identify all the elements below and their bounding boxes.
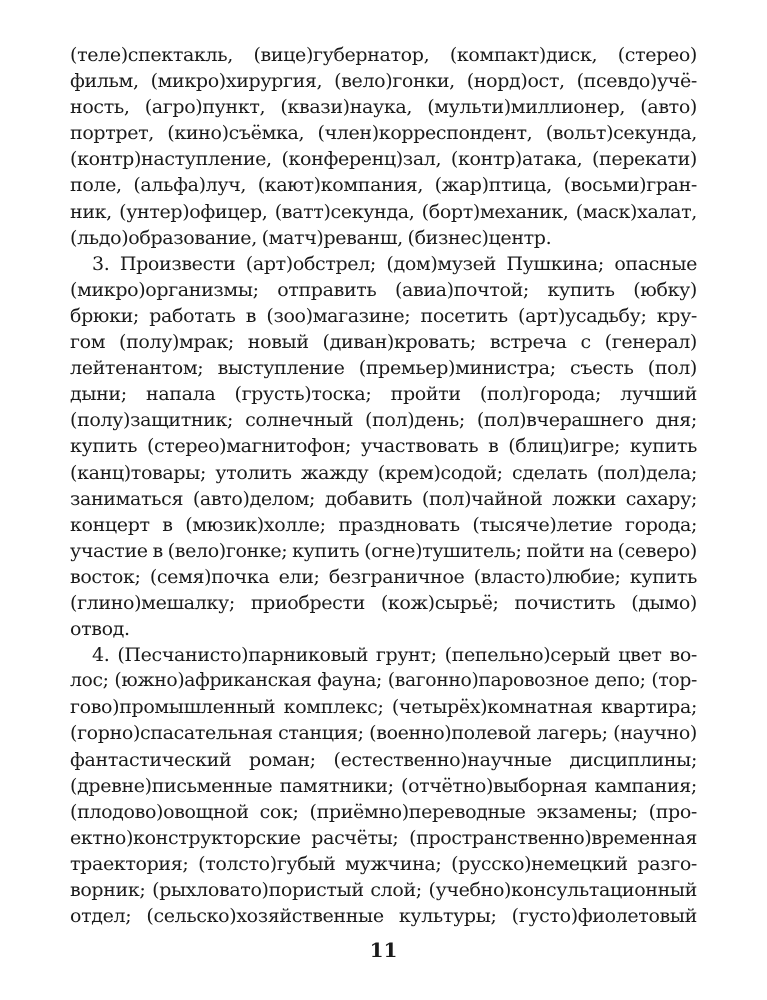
text-line: купить (стерео)магнитофон; участвовать в (блиц)игре; купить	[70, 435, 697, 458]
text-line: гово)промышленный комплекс; (четырёх)комнатная квартира;	[70, 696, 697, 719]
exercise-3-first-line: 3. Произвести (арт)обстрел; (дом)музей Пушкина; опасные	[92, 252, 697, 275]
text-line: (полу)защитник; солнечный (пол)день; (пол)вчерашнего дня;	[70, 409, 697, 432]
text-line: (плодово)овощной сок; (приёмно)переводные экзамены; (про-	[70, 800, 697, 823]
text-line: (канц)товары; утолить жажду (крем)содой; сделать (пол)дела;	[70, 461, 697, 484]
text-line: гом (полу)мрак; новый (диван)кровать; встреча с (генерал)	[70, 331, 697, 354]
paragraph-word-list	[70, 42, 697, 251]
text-line: лейтенантом; выступление (премьер)министра; съесть (пол)	[70, 357, 697, 380]
text-line: фантастический роман; (естественно)научные дисциплины;	[70, 748, 697, 771]
text-line: отдел; (сельско)хозяйственные культуры; (густо)фиолетовый	[70, 905, 697, 928]
text-line: (льдо)образование, (матч)реванш, (бизнес)центр.	[70, 226, 552, 249]
text-line: поле, (альфа)луч, (кают)компания, (жар)птица, (восьми)гран-	[70, 174, 697, 197]
text-line: лос; (южно)африканская фауна; (вагонно)паровозное депо; (тор-	[70, 670, 697, 692]
text-line: портрет, (кино)съёмка, (член)корреспондент, (вольт)секунда,	[70, 122, 697, 145]
text-line: (микро)организмы; отправить (авиа)почтой; купить (юбку)	[70, 278, 697, 301]
text-line: траектория; (толсто)губый мужчина; (русско)немецкий разго-	[70, 852, 697, 875]
exercise-3	[70, 251, 697, 642]
text-line: (горно)спасательная станция; (военно)полевой лагерь; (научно)	[70, 722, 697, 745]
text-line: фильм, (микро)хирургия, (вело)гонки, (норд)ост, (псевдо)учё-	[70, 70, 697, 93]
text-line: участие в (вело)гонке; купить (огне)тушитель; пойти на (северо)	[70, 539, 697, 562]
text-line: заниматься (авто)делом; добавить (пол)чайной ложки сахару;	[70, 487, 697, 510]
exercise-4-first-line: 4. (Песчанисто)парниковый грунт; (пепельно)серый цвет во-	[92, 644, 697, 667]
text-line: (древне)письменные памятники; (отчётно)выборная кампания;	[70, 774, 697, 797]
text-line: отвод.	[70, 618, 130, 641]
text-line: восток; (семя)почка ели; безграничное (власто)любие; купить	[70, 565, 697, 588]
text-line: брюки; работать в (зоо)магазине; посетить (арт)усадьбу; кру-	[70, 304, 697, 327]
text-line: (глино)мешалку; приобрести (кож)сырьё; почистить (дымо)	[70, 591, 697, 614]
text-line: дыни; напала (грусть)тоска; пройти (пол)города; лучший	[70, 383, 697, 406]
exercise-4	[70, 642, 697, 929]
text-line: ектно)конструкторские расчёты; (пространственно)временная	[70, 826, 697, 849]
text-line: (теле)спектакль, (вице)губернатор, (компакт)диск, (стерео)	[70, 44, 697, 66]
page-number: 11	[369, 938, 398, 962]
text-line: ник, (унтер)офицер, (ватт)секунда, (борт)механик, (маск)халат,	[70, 200, 697, 223]
text-line: ность, (агро)пункт, (квази)наука, (мульти)миллионер, (авто)	[70, 96, 697, 119]
text-line: концерт в (мюзик)холле; праздновать (тысяче)летие города;	[70, 513, 697, 536]
text-line: ворник; (рыхловато)пористый слой; (учебно)консультационный	[70, 879, 697, 901]
page-body	[70, 42, 697, 929]
text-line: (контр)наступление, (конференц)зал, (контр)атака, (перекати)	[70, 148, 697, 171]
